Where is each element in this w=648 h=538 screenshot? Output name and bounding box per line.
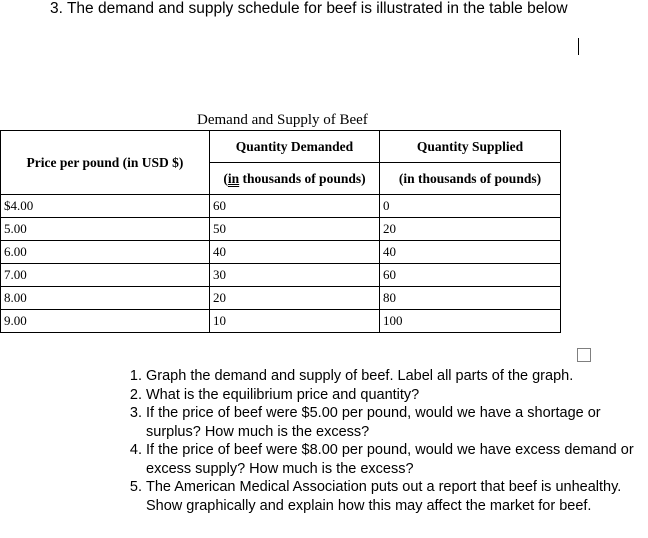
table-row <box>1 287 561 310</box>
price-cell: 9.00 <box>1 310 210 333</box>
table-row <box>1 195 561 218</box>
table-row <box>1 310 561 333</box>
price-cell: 7.00 <box>1 264 210 287</box>
table-row <box>1 218 561 241</box>
table-row <box>1 241 561 264</box>
question-heading: 3. The demand and supply schedule for beef is illustrated in the table below <box>50 0 568 17</box>
table-layout-options-checkbox[interactable] <box>577 348 591 362</box>
price-cell: 5.00 <box>1 218 210 241</box>
list-item: 1. Graph the demand and supply of beef. Label all parts of the graph. <box>146 367 642 386</box>
list-item: 2. What is the equilibrium price and quantity? <box>146 386 642 405</box>
price-cell: $4.00 <box>1 195 210 218</box>
header-supplied: Quantity Supplied <box>380 131 561 163</box>
demanded-cell: 50 <box>210 218 380 241</box>
header-demanded: Quantity Demanded <box>210 131 380 163</box>
demanded-cell: 20 <box>210 287 380 310</box>
supplied-cell: 100 <box>380 310 561 333</box>
supplied-cell: 20 <box>380 218 561 241</box>
list-item: 4. If the price of beef were $8.00 per pound, would we have excess demand or excess supply? How much is the excess? <box>146 441 642 478</box>
demand-supply-table <box>0 130 561 333</box>
demanded-cell: 10 <box>210 310 380 333</box>
price-cell: 8.00 <box>1 287 210 310</box>
header-supplied-unit <box>380 163 561 195</box>
list-item: 5. The American Medical Association puts out a report that beef is unhealthy. Show graphically and explain how this may affect the market for beef. <box>146 478 642 515</box>
supplied-cell: 40 <box>380 241 561 264</box>
supplied-unit-text: (in thousands of pounds) <box>398 170 542 186</box>
spellcheck-mark: in <box>227 170 240 186</box>
header-demanded-unit <box>210 163 380 195</box>
table-row <box>1 264 561 287</box>
list-item: 3. If the price of beef were $5.00 per pound, would we have a shortage or surplus? How much is the excess? <box>146 404 642 441</box>
supplied-cell: 60 <box>380 264 561 287</box>
demanded-cell: 40 <box>210 241 380 264</box>
question-list <box>122 367 642 515</box>
demanded-unit-text: (in thousands of pounds) <box>223 170 366 186</box>
header-price: Price per pound (in USD $) <box>1 131 210 195</box>
text-cursor <box>578 38 579 55</box>
price-cell: 6.00 <box>1 241 210 264</box>
table-header-row <box>1 131 561 163</box>
table-caption: Demand and Supply of Beef <box>197 112 368 128</box>
demanded-cell: 30 <box>210 264 380 287</box>
supplied-cell: 0 <box>380 195 561 218</box>
supplied-cell: 80 <box>380 287 561 310</box>
demanded-cell: 60 <box>210 195 380 218</box>
